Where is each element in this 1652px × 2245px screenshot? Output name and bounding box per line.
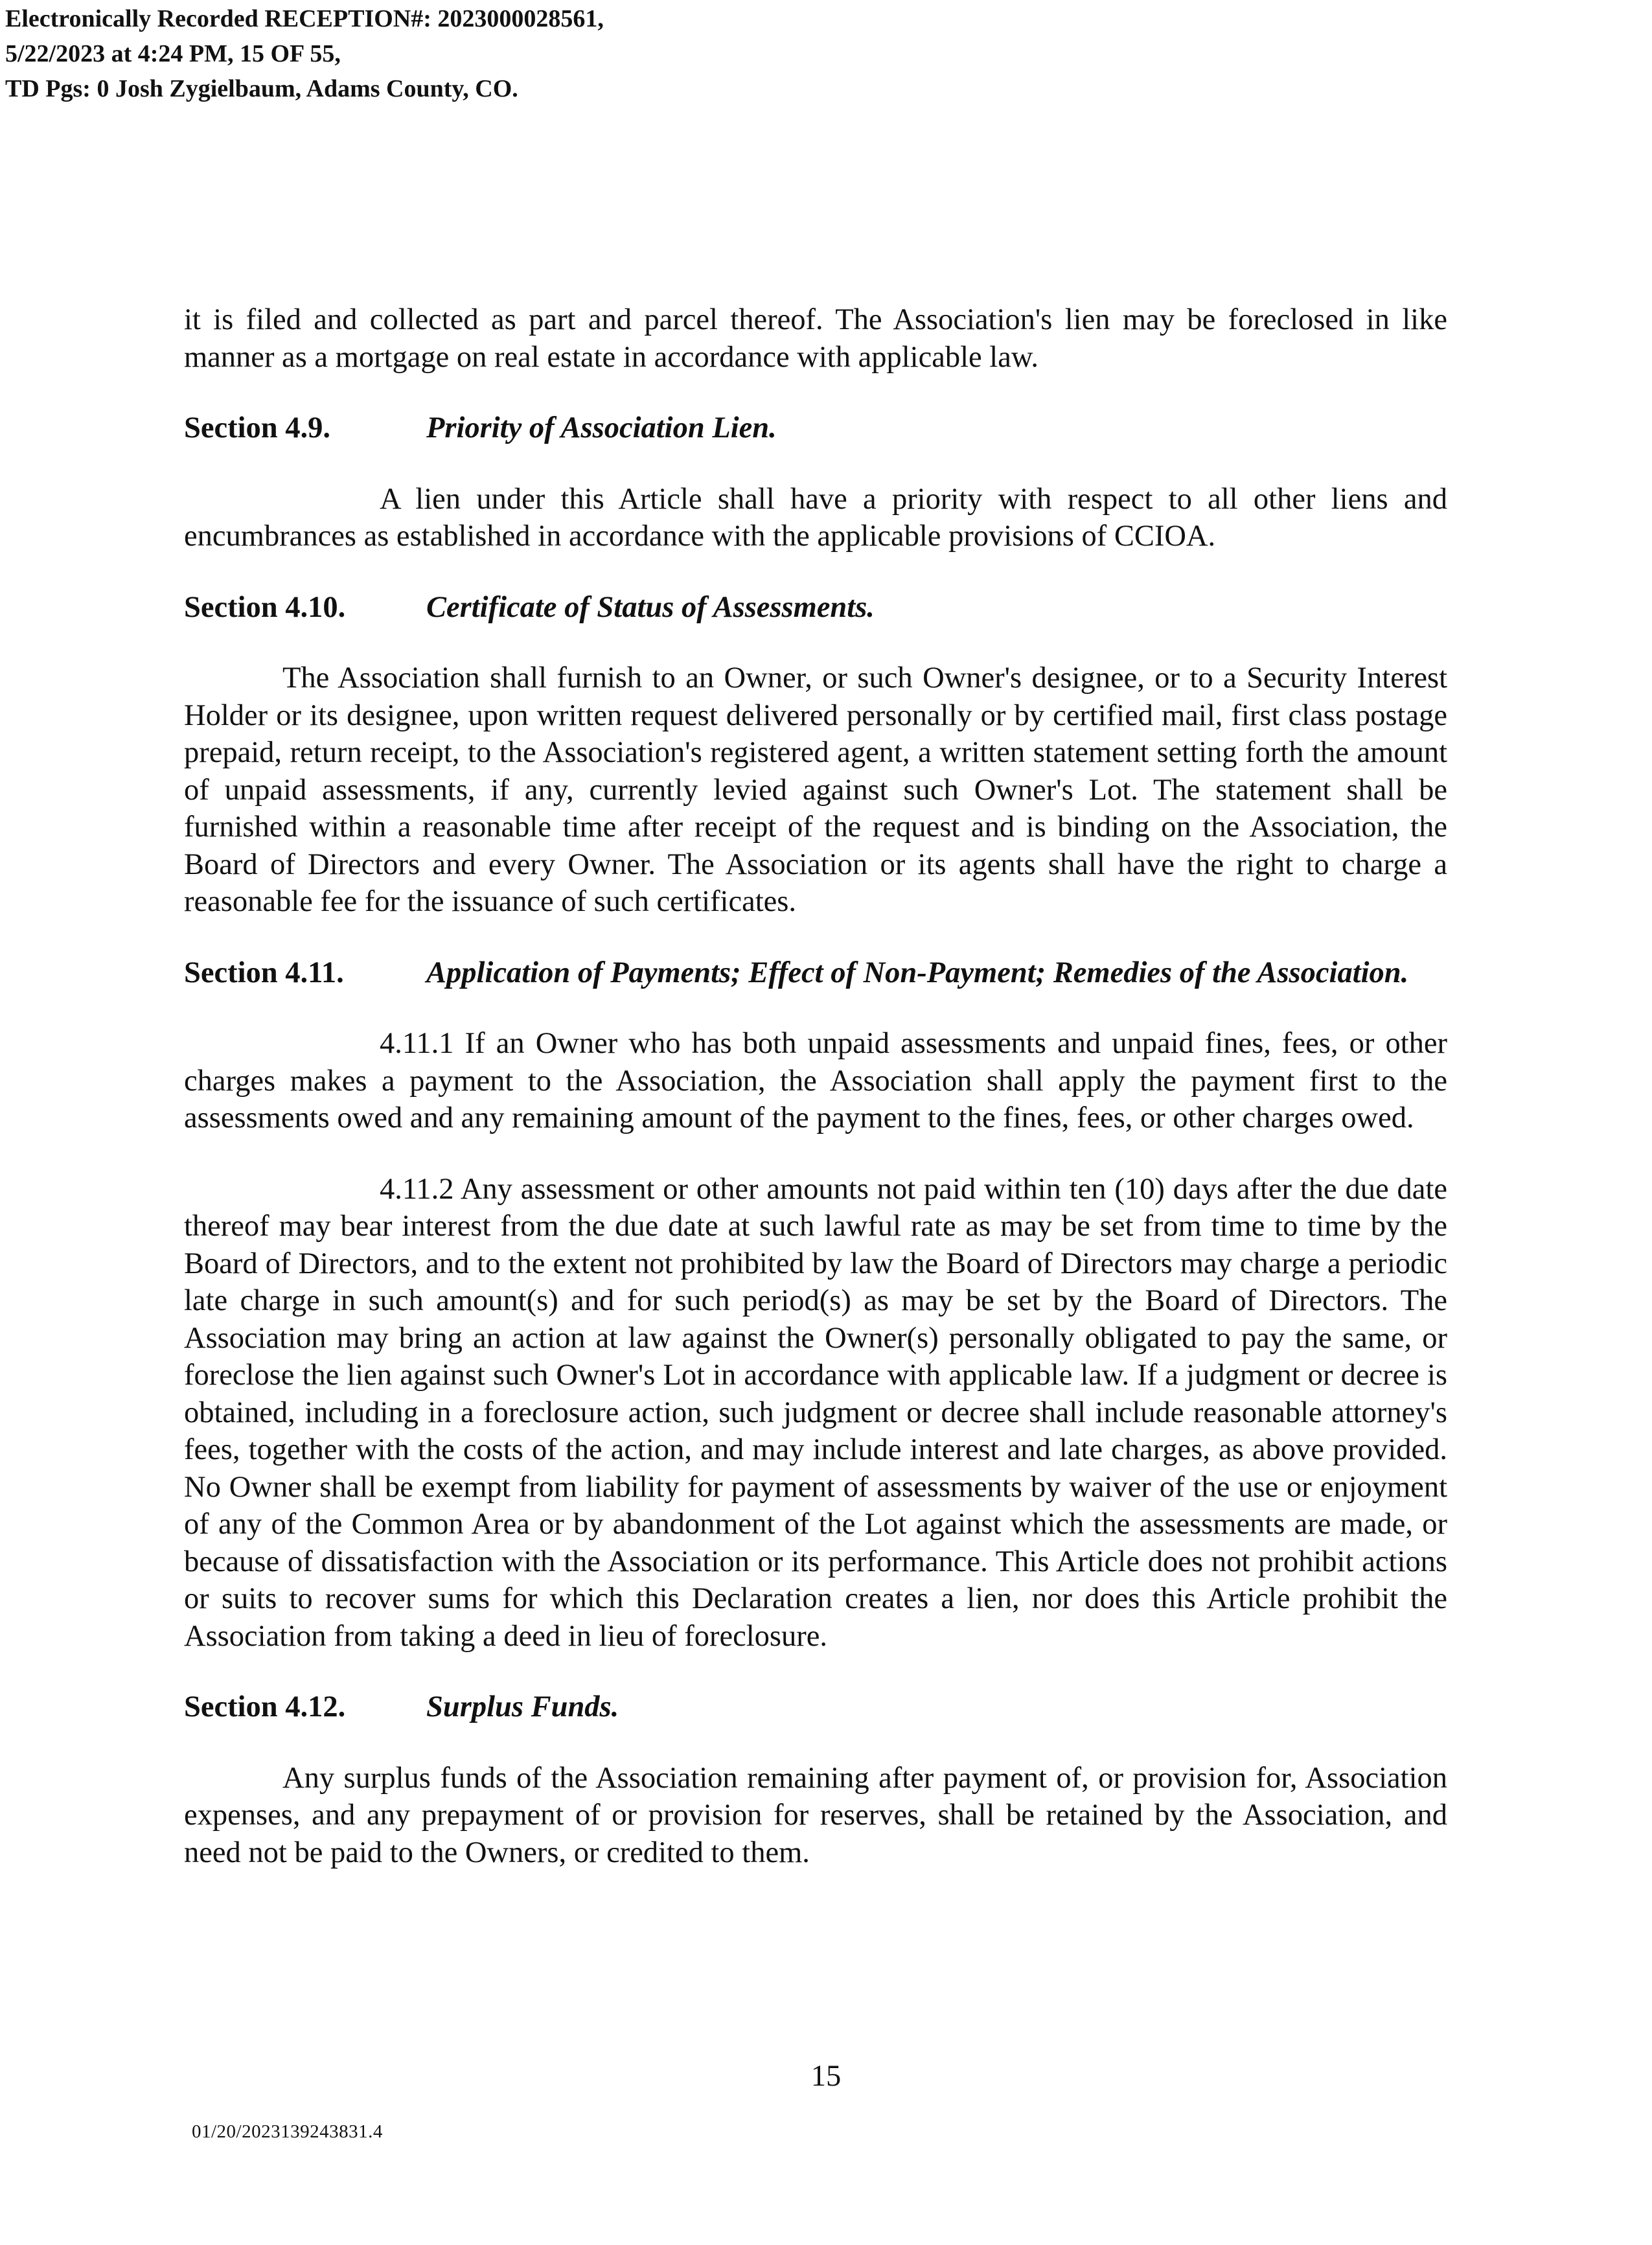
section-title: Priority of Association Lien.: [426, 411, 777, 444]
section-4-10-heading: [184, 589, 1447, 627]
recording-stamp-line-3: TD Pgs: 0 Josh Zygielbaum, Adams County, CO.: [5, 75, 518, 102]
section-number: Section 4.12.: [184, 1690, 346, 1723]
section-4-12-body: Any surplus funds of the Association remaining after payment of, or provision for, Association expenses, and any prepayment of or provision for reserves, shall be retained by the Association, and need not be paid to the Owners, or credited to them.: [184, 1761, 1447, 1869]
section-title: Surplus Funds.: [426, 1690, 619, 1723]
section-title: Application of Payments; Effect of Non-Payment; Remedies of the Association.: [426, 956, 1409, 989]
document-id: 01/20/2023139243831.4: [192, 2121, 383, 2142]
subsection-4-11-2: 4.11.2 Any assessment or other amounts not paid within ten (10) days after the due date thereof may bear interest from the due date at such lawful rate as may be set from time to time by the Board of Directors, and to the extent not prohibited by law the Board of Directors may charge a periodic late charge in such amount(s) and for such period(s) as may be set by the Board of Directors. The Association may bring an action at law against the Owner(s) personally obligated to pay the same, or foreclose the lien against such Owner's Lot in accordance with applicable law. If a judgment or decree is obtained, including in a foreclosure action, such judgment or decree shall include reasonable attorney's fees, together with the costs of the action, and may include interest and late charges, as above provided. No Owner shall be exempt from liability for payment of assessments by waiver of the use or enjoyment of any of the Common Area or by abandonment of the Lot against which the assessments are made, or because of dissatisfaction with the Association or its performance. This Article does not prohibit actions or suits to recover sums for which this Declaration creates a lien, nor does this Article prohibit the Association from taking a deed in lieu of foreclosure.: [184, 1172, 1447, 1653]
recording-stamp: [5, 1, 604, 106]
continuation-paragraph: it is filed and collected as part and parcel thereof. The Association's lien may be foreclosed in like manner as a mortgage on real estate in accordance with applicable law.: [184, 303, 1447, 374]
document-body: [184, 301, 1447, 1905]
section-4-9-heading: [184, 409, 1447, 447]
subsection-4-11-1: 4.11.1 If an Owner who has both unpaid assessments and unpaid fines, fees, or other charges makes a payment to the Association, the Association shall apply the payment first to the assessments owed and any remaining amount of the payment to the fines, fees, or other charges owed.: [184, 1027, 1447, 1134]
section-4-12-heading: [184, 1688, 1447, 1726]
section-4-10-body: The Association shall furnish to an Owner, or such Owner's designee, or to a Security Interest Holder or its designee, upon written request delivered personally or by certified mail, first class postage prepaid, return receipt, to the Association's registered agent, a written statement setting forth the amount of unpaid assessments, if any, currently levied against such Owner's Lot. The statement shall be furnished within a reasonable time after receipt of the request and is binding on the Association, the Board of Directors and every Owner. The Association or its agents shall have the right to charge a reasonable fee for the issuance of such certificates.: [184, 662, 1447, 918]
section-title: Certificate of Status of Assessments.: [426, 590, 875, 624]
recording-stamp-line-1: Electronically Recorded RECEPTION#: 2023000028561,: [5, 5, 604, 32]
page-number: 15: [810, 2060, 842, 2093]
section-number: Section 4.9.: [184, 411, 331, 444]
section-4-9-body: A lien under this Article shall have a priority with respect to all other liens and encumbrances as established in accordance with the applicable provisions of CCIOA.: [184, 482, 1447, 553]
section-number: Section 4.11.: [184, 956, 344, 989]
recording-stamp-line-2: 5/22/2023 at 4:24 PM, 15 OF 55,: [5, 40, 341, 67]
section-4-11-heading: [184, 954, 1447, 992]
section-number: Section 4.10.: [184, 590, 346, 624]
